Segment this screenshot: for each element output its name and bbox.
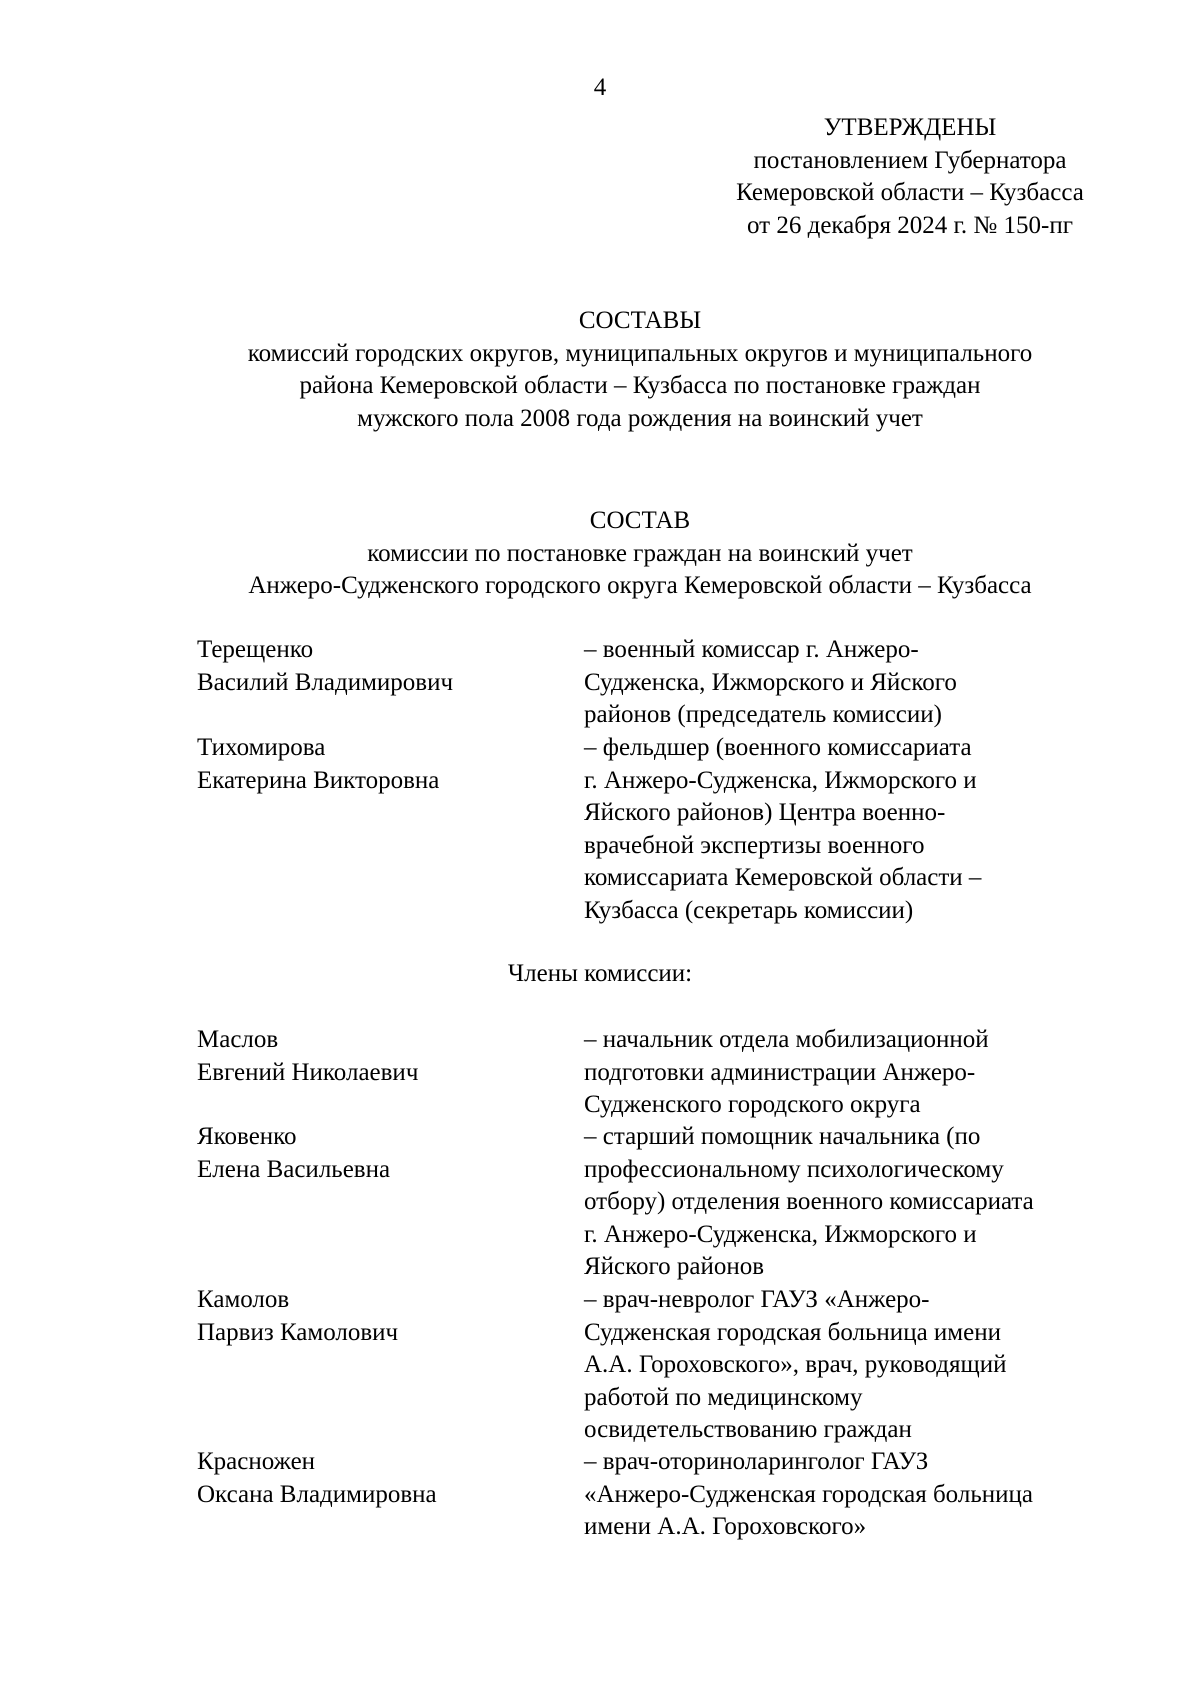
member-role-line: г. Анжеро-Судженска, Ижморского и — [584, 766, 977, 794]
member-surname: Маслов — [197, 1026, 279, 1053]
member-role-line: врачебной экспертизы военного — [584, 831, 925, 859]
member-given-names: Парвиз Камолович — [197, 1318, 399, 1346]
member-role-line: г. Анжеро-Судженска, Ижморского и — [584, 1220, 977, 1248]
member-name — [197, 1284, 557, 1349]
member-given-names: Екатерина Викторовна — [197, 766, 440, 794]
member-surname: Красножен — [197, 1448, 316, 1475]
member-role-line: «Анжеро-Судженская городская больница — [584, 1480, 1033, 1508]
member-name — [197, 1121, 557, 1186]
member-role — [584, 634, 1104, 732]
commission-subtitle-line: комиссии по постановке граждан на воинский учет — [367, 539, 913, 567]
member-role-line: районов (председатель комиссии) — [584, 701, 942, 728]
document-subtitle-line: района Кемеровской области – Кузбасса по постановке граждан — [299, 372, 981, 399]
member-role-line: Яйского районов) Центра военно- — [584, 799, 946, 826]
member-role-line: имени А.А. Гороховского» — [584, 1513, 867, 1540]
member-role-line: – начальник отдела мобилизационной — [584, 1026, 989, 1053]
member-name — [197, 1446, 557, 1511]
commission-subtitle-line: Анжеро-Судженского городского округа Кемеровской области – Кузбасса — [248, 572, 1032, 599]
commission-title: СОСТАВ — [589, 507, 691, 534]
member-given-names: Евгений Николаевич — [197, 1058, 419, 1086]
approval-block — [690, 112, 1130, 242]
member-role-line: – врач-оториноларинголог ГАУЗ — [584, 1448, 929, 1475]
member-surname: Тихомирова — [197, 734, 326, 761]
commission-title-block — [180, 505, 1100, 603]
member-surname: Терещенко — [197, 636, 314, 663]
approval-line: от 26 декабря 2024 г. № 150-пг — [747, 211, 1073, 239]
approval-title: УТВЕРЖДЕНЫ — [823, 114, 997, 141]
document-subtitle-line: мужского пола 2008 года рождения на воинский учет — [357, 404, 923, 432]
member-role-line: – военный комиссар г. Анжеро- — [584, 636, 919, 663]
member-role-line: подготовки администрации Анжеро- — [584, 1058, 976, 1086]
member-role — [584, 1446, 1104, 1544]
member-role-line: комиссариата Кемеровской области – — [584, 864, 982, 891]
member-given-names: Оксана Владимировна — [197, 1480, 437, 1508]
document-title-block — [180, 305, 1100, 435]
member-role-line: Судженская городская больница имени — [584, 1318, 1001, 1346]
member-role-line: – старший помощник начальника (по — [584, 1123, 981, 1150]
member-role-line: Кузбасса (секретарь комиссии) — [584, 896, 914, 924]
member-name — [197, 1024, 557, 1089]
member-role-line: Яйского районов — [584, 1253, 765, 1280]
document-subtitle-line: комиссий городских округов, муниципальных округов и муниципального — [247, 339, 1033, 367]
member-name — [197, 634, 557, 699]
member-role-line: – фельдшер (военного комиссариата — [584, 734, 972, 761]
member-role-line: – врач-невролог ГАУЗ «Анжеро- — [584, 1286, 930, 1313]
member-given-names: Василий Владимирович — [197, 668, 454, 696]
member-given-names: Елена Васильевна — [197, 1155, 391, 1183]
member-name — [197, 732, 557, 797]
member-role-line: Судженска, Ижморского и Яйского — [584, 668, 957, 696]
member-role — [584, 1284, 1104, 1447]
member-role — [584, 732, 1104, 927]
member-role-line: работой по медицинскому — [584, 1383, 863, 1411]
member-role-line: освидетельствованию граждан — [584, 1416, 912, 1443]
member-surname: Камолов — [197, 1286, 290, 1313]
document-title: СОСТАВЫ — [578, 307, 702, 334]
members-heading: Члены комиссии: — [507, 960, 693, 987]
page-number: 4 — [593, 74, 607, 101]
member-role — [584, 1024, 1104, 1122]
approval-line: постановлением Губернатора — [753, 146, 1067, 174]
member-role-line: профессиональному психологическому — [584, 1155, 1004, 1183]
member-role-line: А.А. Гороховского», врач, руководящий — [584, 1351, 1007, 1378]
member-role — [584, 1121, 1104, 1284]
member-surname: Яковенко — [197, 1123, 297, 1150]
approval-line: Кемеровской области – Кузбасса — [736, 179, 1084, 206]
member-role-line: отбору) отделения военного комиссариата — [584, 1188, 1034, 1215]
member-role-line: Судженского городского округа — [584, 1091, 921, 1118]
